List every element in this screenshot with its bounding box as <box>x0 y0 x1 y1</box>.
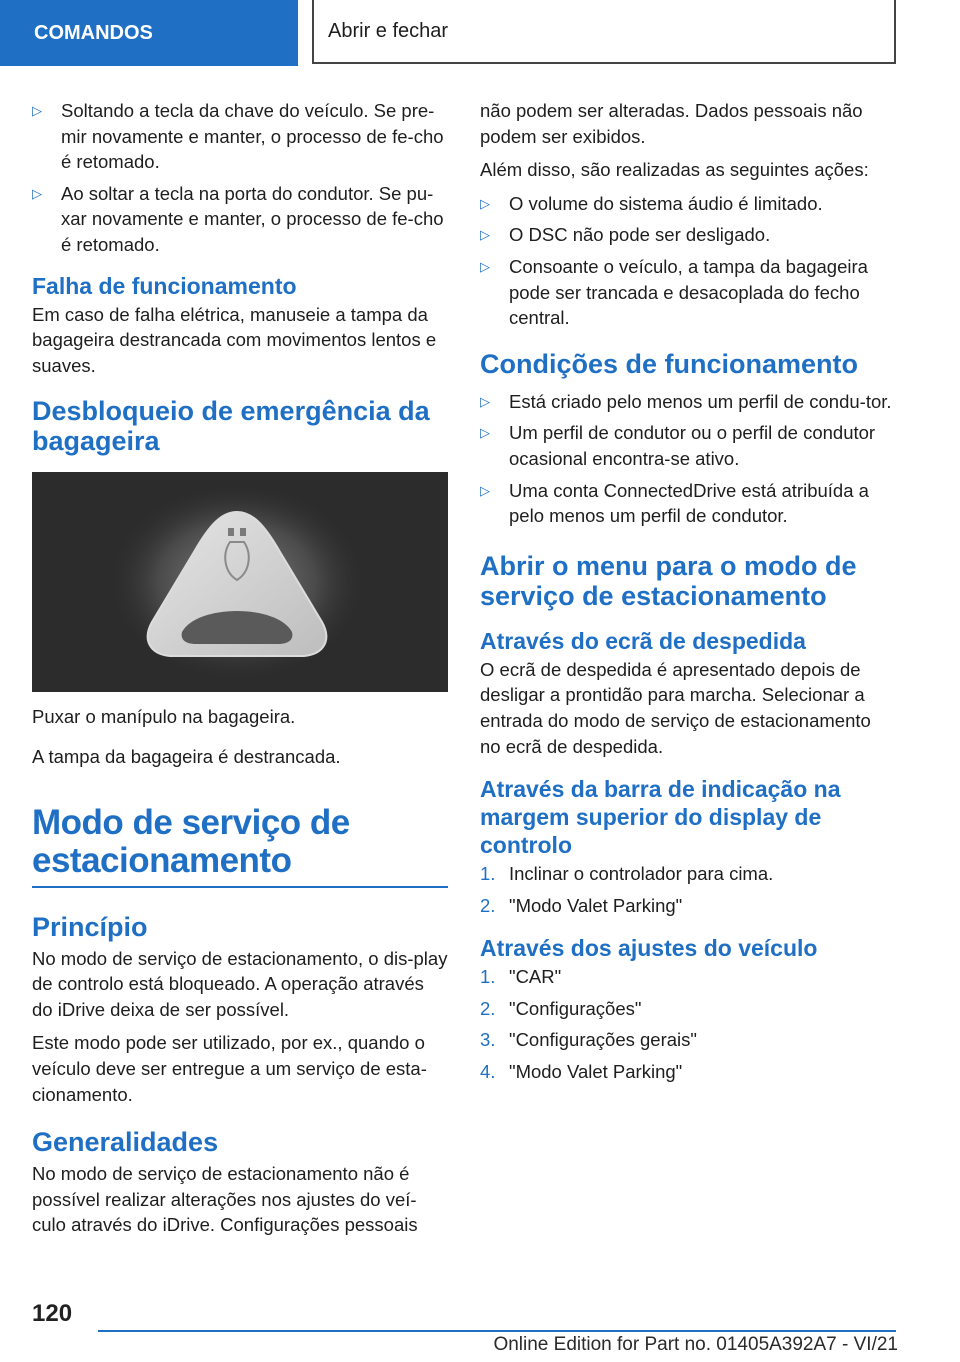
heading-ajustes-veiculo: Através dos ajustes do veículo <box>480 935 818 962</box>
heading-condicoes: Condições de funcionamento <box>480 348 859 379</box>
ecra-text: O ecrã de despedida é apresentado depois de desligar a prontidão para marcha. Selecionar a entrada do modo de serviço de estacionamento no ecrã de despedida. <box>480 658 871 757</box>
triangle-bullet-icon: ▷ <box>32 103 42 118</box>
list-item: 1. Inclinar o controlador para cima. <box>480 861 896 887</box>
steps-ajustes <box>480 964 896 1084</box>
list-item: 4. "Modo Valet Parking" <box>480 1059 896 1085</box>
bullet-list-condicoes <box>480 389 896 529</box>
heading-barra-indicacao: Através da barra de indicação na margem superior do display de controlo <box>480 776 841 859</box>
heading-ecra-despedida: Através do ecrã de despedida <box>480 627 806 654</box>
list-item: ▷ O volume do sistema áudio é limitado. <box>480 191 896 217</box>
step-number: 2. <box>480 997 496 1019</box>
list-item: ▷ Uma conta ConnectedDrive está atribuída a pelo menos um perfil de condutor. <box>480 479 869 527</box>
list-item: 1. "CAR" <box>480 964 896 990</box>
list-item: ▷ Soltando a tecla da chave do veículo. Se pre‐mir novamente e manter, o processo de fe‐cho é retomado. <box>32 100 444 173</box>
principio-text-2: Este modo pode ser utilizado, por ex., quando o veículo deve ser entregue a um serviço de esta‐cionamento. <box>32 1032 427 1105</box>
triangle-bullet-icon: ▷ <box>480 425 490 441</box>
step-number: 4. <box>480 1061 496 1083</box>
list-item: ▷ Consoante o veículo, a tampa da bagageira pode ser trancada e desacoplada do fecho central. <box>480 255 868 329</box>
triangle-bullet-icon: ▷ <box>480 393 490 409</box>
heading-desbloqueio: Desbloqueio de emergência da bagageira <box>32 396 430 457</box>
continued-text-2: Além disso, são realizadas as seguintes ações: <box>480 159 869 181</box>
triangle-bullet-icon: ▷ <box>480 482 490 498</box>
page-number: 120 <box>32 1300 73 1327</box>
steps-barra <box>480 861 896 918</box>
list-item: 2. "Configurações" <box>480 996 896 1022</box>
step-number: 2. <box>480 894 496 916</box>
step-number: 1. <box>480 966 496 988</box>
trunk-release-photo <box>32 472 448 692</box>
heading-generalidades: Generalidades <box>32 1127 219 1158</box>
list-item: ▷ Ao soltar a tecla na porta do condutor. Se pu‐xar novamente e manter, o processo de fe‐cho é retomado. <box>32 182 444 255</box>
list-item: ▷ Está criado pelo menos um perfil de condu‐tor. <box>480 389 896 415</box>
step-number: 1. <box>480 863 496 885</box>
right-column <box>480 98 896 1091</box>
heading-modo-servico: Modo de serviço de estacionamento <box>32 804 448 888</box>
heading-principio: Princípio <box>32 911 148 942</box>
falha-text: Em caso de falha elétrica, manuseie a tampa da bagageira destrancada com movimentos lentos e suaves. <box>32 303 437 376</box>
triangle-bullet-icon: ▷ <box>32 185 42 201</box>
chapter-tab: COMANDOS <box>0 0 298 66</box>
heading-abrir-menu: Abrir o menu para o modo de serviço de estacionamento <box>480 550 857 611</box>
list-item: ▷ O DSC não pode ser desligado. <box>480 222 896 248</box>
generalidades-text: No modo de serviço de estacionamento não é possível realizar alterações nos ajustes do veí‐culo através do iDrive. Configurações pessoais <box>32 1163 418 1236</box>
bullet-list-acoes <box>480 191 896 331</box>
continued-text-1: não podem ser alteradas. Dados pessoais não podem ser exibidos. <box>480 100 863 147</box>
triangular-release-handle-icon <box>32 472 448 692</box>
edition-footer: Online Edition for Part no. 01405A392A7 - VI/21 <box>493 1334 898 1355</box>
puxar-text: Puxar o manípulo na bagageira. <box>32 706 296 728</box>
left-column <box>32 98 448 1246</box>
step-number: 3. <box>480 1029 496 1051</box>
footer-divider <box>98 1330 896 1332</box>
list-item: 3. "Configurações gerais" <box>480 1027 896 1053</box>
list-item: ▷ Um perfil de condutor ou o perfil de condutor ocasional encontra-se ativo. <box>480 422 876 469</box>
bullet-list-top <box>32 98 448 258</box>
heading-falha: Falha de funcionamento <box>32 272 297 299</box>
triangle-bullet-icon: ▷ <box>480 195 490 211</box>
triangle-bullet-icon: ▷ <box>480 258 490 274</box>
list-item: 2. "Modo Valet Parking" <box>480 893 896 919</box>
section-title: Abrir e fechar <box>312 0 896 64</box>
principio-text-1: No modo de serviço de estacionamento, o dis‐play de controlo está bloqueado. A operação através do iDrive deixa de ser possível. <box>32 947 448 1020</box>
tampa-text: A tampa da bagageira é destrancada. <box>32 745 341 767</box>
triangle-bullet-icon: ▷ <box>480 227 490 243</box>
